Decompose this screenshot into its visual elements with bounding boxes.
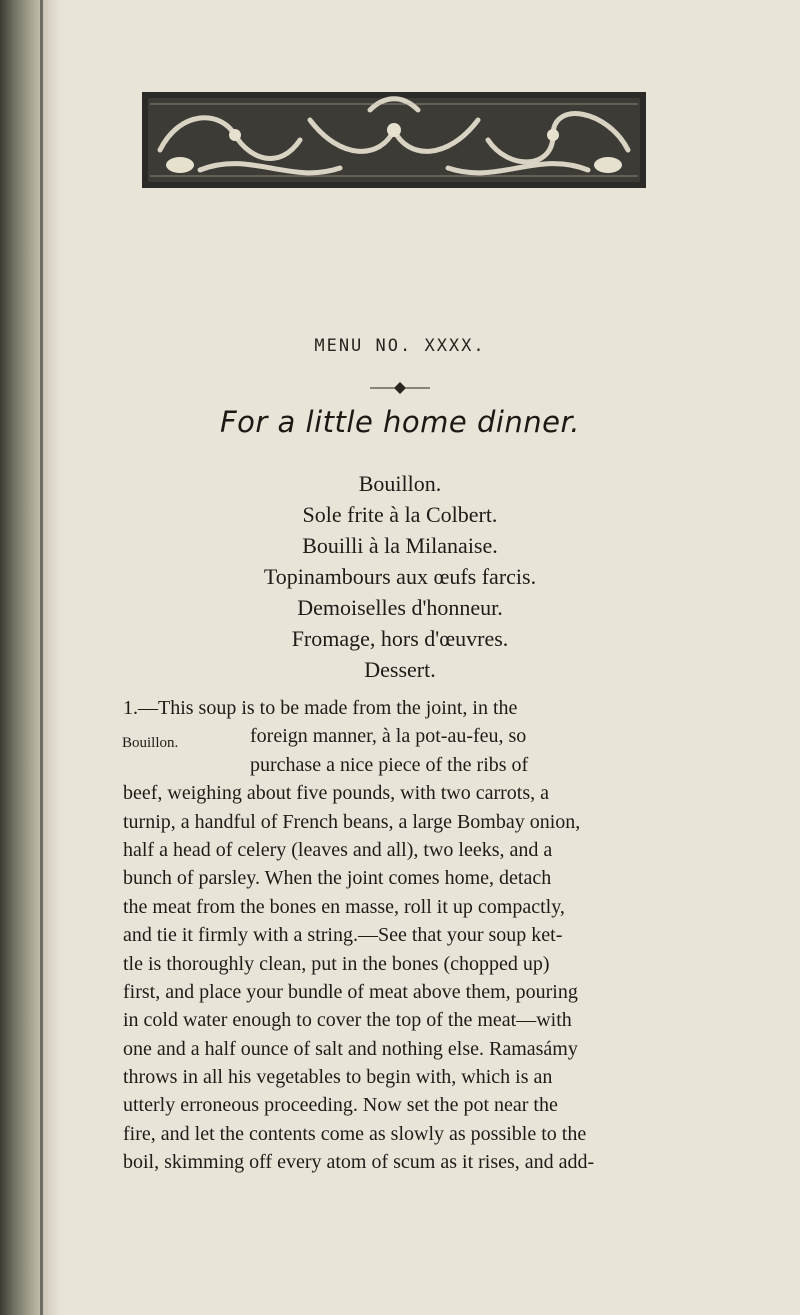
recipe-line: turnip, a handful of French beans, a large Bombay onion,	[123, 810, 581, 833]
menu-course: Demoiselles d'honneur.	[297, 595, 503, 620]
recipe-line: in cold water enough to cover the top of the meat—with	[123, 1009, 572, 1032]
recipe-line: half a head of celery (leaves and all), two leeks, and a	[123, 838, 553, 861]
menu-course: Fromage, hors d'œuvres.	[291, 626, 509, 651]
menu-course: Dessert.	[364, 657, 436, 682]
menu-course: Bouillon.	[358, 471, 442, 496]
menu-subtitle: For a little home dinner.	[219, 405, 580, 439]
diamond-rule	[370, 376, 430, 400]
recipe-line: purchase a nice piece of the ribs of	[250, 753, 529, 776]
menu-course: Sole frite à la Colbert.	[302, 502, 498, 527]
menu-course: Topinambours aux œufs farcis.	[263, 564, 537, 589]
recipe-line: beef, weighing about five pounds, with two carrots, a	[123, 782, 550, 805]
menu-number: MENU NO. XXXX.	[314, 336, 486, 356]
recipe-line: foreign manner, à la pot-au-feu, so	[250, 725, 527, 748]
recipe-line: the meat from the bones en masse, roll it up compactly,	[123, 895, 565, 918]
recipe-line: and tie it firmly with a string.—See that your soup ket-	[123, 924, 563, 947]
recipe-line: boil, skimming off every atom of scum as it rises, and add-	[123, 1151, 595, 1174]
recipe-line: first, and place your bundle of meat above them, pouring	[123, 980, 578, 1003]
recipe-line: throws in all his vegetables to begin with, which is an	[123, 1066, 553, 1089]
recipe-line: utterly erroneous proceeding. Now set the pot near the	[123, 1094, 558, 1117]
margin-note: Bouillon.	[122, 735, 179, 751]
recipe-line: tle is thoroughly clean, put in the bones (chopped up)	[123, 952, 550, 975]
recipe-line: one and a half ounce of salt and nothing else. Ramasámy	[123, 1037, 578, 1060]
menu-course: Bouilli à la Milanaise.	[302, 533, 498, 558]
decorative-header-ornament	[140, 90, 648, 190]
recipe-text	[123, 694, 683, 1177]
menu-course-list	[0, 468, 800, 685]
recipe-line: bunch of parsley. When the joint comes home, detach	[123, 867, 552, 890]
recipe-line: fire, and let the contents come as slowly as possible to the	[123, 1122, 587, 1145]
recipe-line: 1.—This soup is to be made from the joint, in the	[123, 697, 518, 719]
